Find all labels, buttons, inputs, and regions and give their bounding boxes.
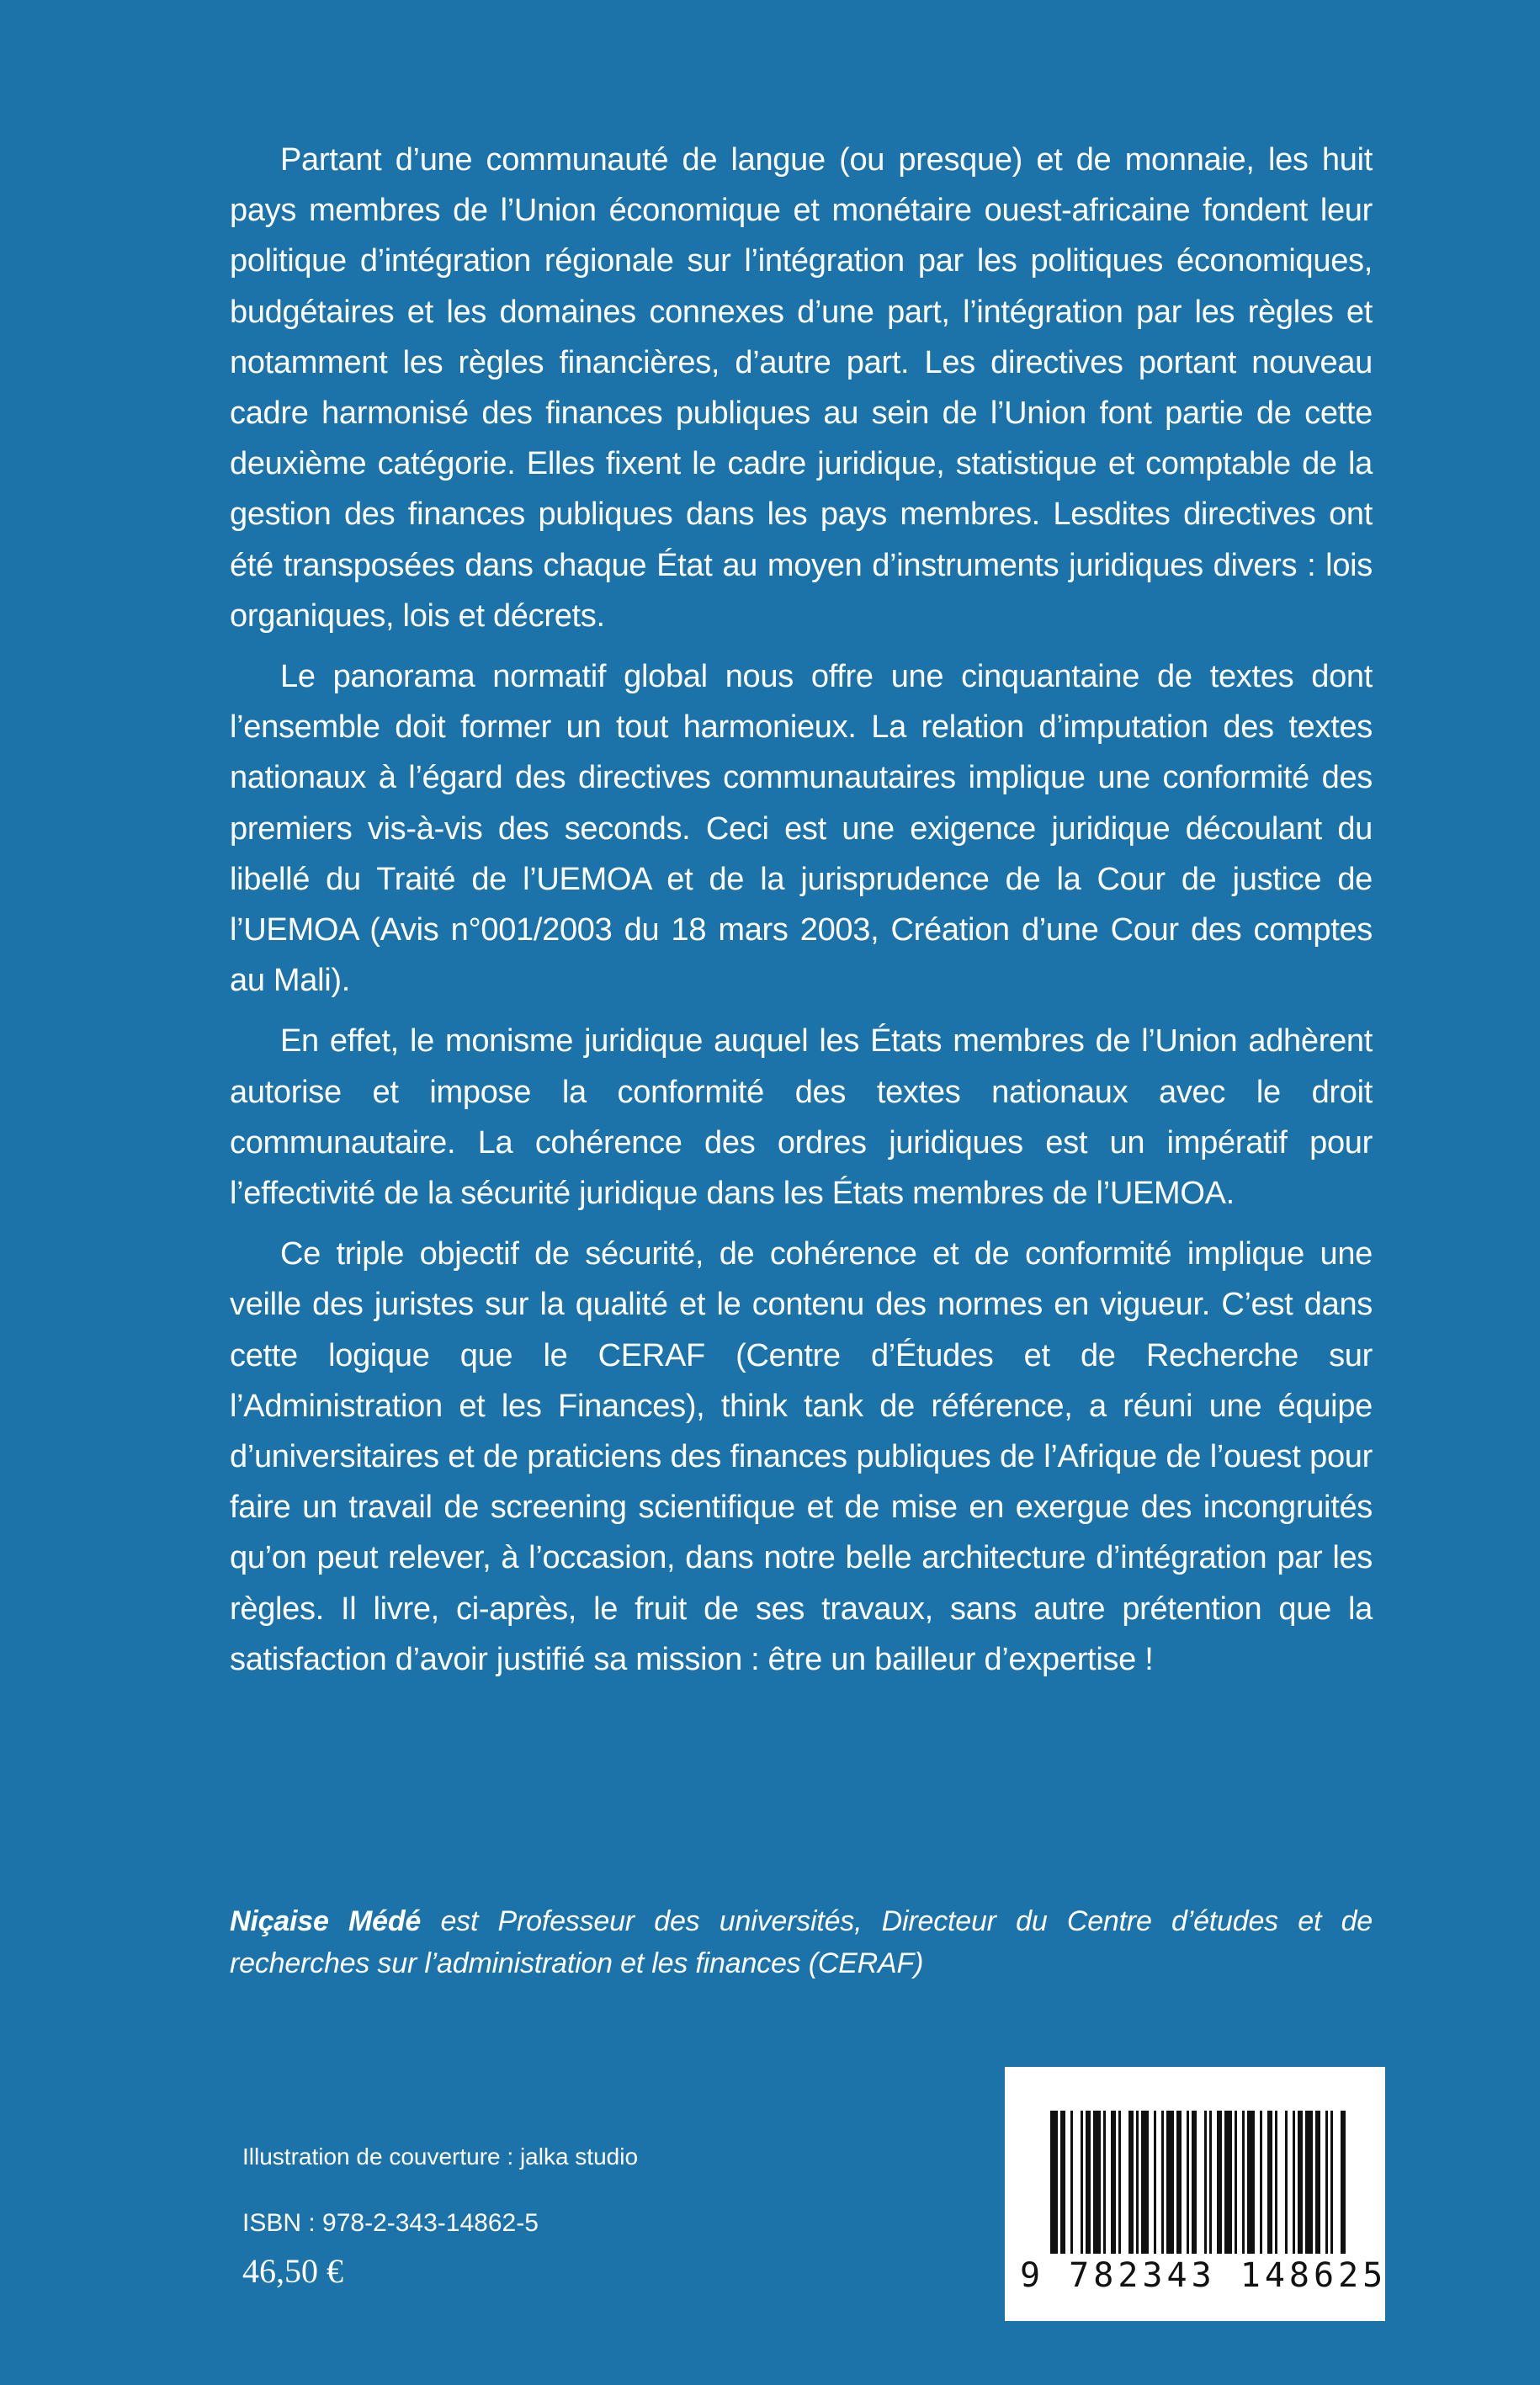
barcode-bar [1217, 2111, 1222, 2254]
barcode-bar [1204, 2111, 1207, 2254]
author-note [230, 1900, 1373, 1984]
barcode-bar [1192, 2111, 1197, 2254]
barcode-bar [1070, 2111, 1073, 2254]
price: 46,50 € [242, 2252, 343, 2290]
barcode-bar [1154, 2111, 1156, 2254]
barcode-bar [1260, 2111, 1262, 2254]
barcode-bar [1275, 2111, 1277, 2254]
barcode-bar [1111, 2111, 1116, 2254]
barcode-bar [1325, 2111, 1328, 2254]
barcode-bar [1242, 2111, 1245, 2254]
barcode-bar [1209, 2111, 1212, 2254]
barcode-bar [1166, 2111, 1174, 2254]
barcode-bar [1187, 2111, 1189, 2254]
barcode-bar [1224, 2111, 1232, 2254]
barcode-bar [1298, 2111, 1303, 2254]
barcode-bar [1050, 2111, 1058, 2254]
barcode-bar [1118, 2111, 1121, 2254]
barcode-bar [1247, 2111, 1255, 2254]
barcode-bar [1086, 2111, 1091, 2254]
illustration-credit: Illustration de couverture : jalka studio [242, 2143, 639, 2170]
blurb-paragraph: Partant d’une communauté de langue (ou presque) et de monnaie, les huit pays membres de l’Union économique et monétaire ouest-africaine fondent leur politique d’intégration régionale sur l’intégration par les politiques économiques, budgétaires et les domaines connexes d’une part, l’intégration par les règles et notamment les règles financières, d’autre part. Les directives portant nouveau cadre harmonisé des finances publiques au sein de l’Union font partie de cette deuxième catégorie. Elles fixent le cadre juridique, statistique et comptable de la gestion des finances publiques dans les pays membres. Lesdites directives ont été transposées dans chaque État au moyen d’instruments juridiques divers : lois organiques, lois et décrets. [230, 142, 1373, 634]
barcode-bar [1161, 2111, 1164, 2254]
isbn: ISBN : 978-2-343-14862-5 [242, 2209, 539, 2237]
blurb-paragraph: Le panorama normatif global nous offre une cinquantaine de textes dont l’ensemble doit former un tout harmonieux. La relation d’imputation des textes nationaux à l’égard des directives communautaires implique une conformité des premiers vis-à-vis des seconds. Ceci est une exigence juridique découlant du libellé du Traité de l’UEMOA et de la jurisprudence de la Cour de justice de l’UEMOA (Avis n°001/2003 du 18 mars 2003, Création d’une Cour des comptes au Mali). [230, 659, 1373, 999]
barcode-bar [1235, 2111, 1237, 2254]
barcode-bar [1341, 2111, 1346, 2254]
author-bio: est Professeur des universités, Directeur du Centre d’études et de recherches sur l’administration et les finances (CERAF) [230, 1905, 1373, 1979]
barcode-bar [1330, 2111, 1333, 2254]
blurb-paragraph: Ce triple objectif de sécurité, de cohérence et de conformité implique une veille des juristes sur la qualité et le contenu des normes en vigueur. C’est dans cette logique que le CERAF (Centre d’Études et de Recherche sur l’Administration et les Finances), think tank de référence, a réuni une équipe d’universitaires et de praticiens des finances publiques de l’Afrique de l’ouest pour faire un travail de screening scientifique et de mise en exergue des incongruités qu’on peut relever, à l’occasion, dans notre belle architecture d’intégration par les règles. Il livre, ci-après, le fruit de ses travaux, sans autre prétention que la satisfaction d’avoir justifié sa mission : être un bailleur d’expertise ! [230, 1236, 1373, 1677]
blurb-paragraph: En effet, le monisme juridique auquel les États membres de l’Union adhèrent autorise et impose la conformité des textes nationaux avec le droit communautaire. La cohérence des ordres juridiques est un impératif pour l’effectivité de la sécurité juridique dans les États membres de l’UEMOA. [230, 1023, 1373, 1212]
barcode-digits: 9 782343 148625 [1020, 2256, 1388, 2295]
barcode-bar [1060, 2111, 1065, 2254]
blurb-text [230, 135, 1373, 1695]
barcode-bar [1093, 2111, 1101, 2254]
barcode-bar [1293, 2111, 1295, 2254]
barcode-bar [1141, 2111, 1149, 2254]
barcode-bar [1128, 2111, 1134, 2254]
barcode-bar [1103, 2111, 1106, 2254]
author-name: Niçaise Médé [230, 1905, 422, 1937]
barcode [1005, 2067, 1388, 2321]
barcode-bar [1285, 2111, 1288, 2254]
barcode-bar [1136, 2111, 1139, 2254]
barcode-bar [1267, 2111, 1272, 2254]
barcode-bar [1176, 2111, 1182, 2254]
barcode-bar [1315, 2111, 1320, 2254]
barcode-bar [1305, 2111, 1313, 2254]
barcode-bar [1081, 2111, 1083, 2254]
